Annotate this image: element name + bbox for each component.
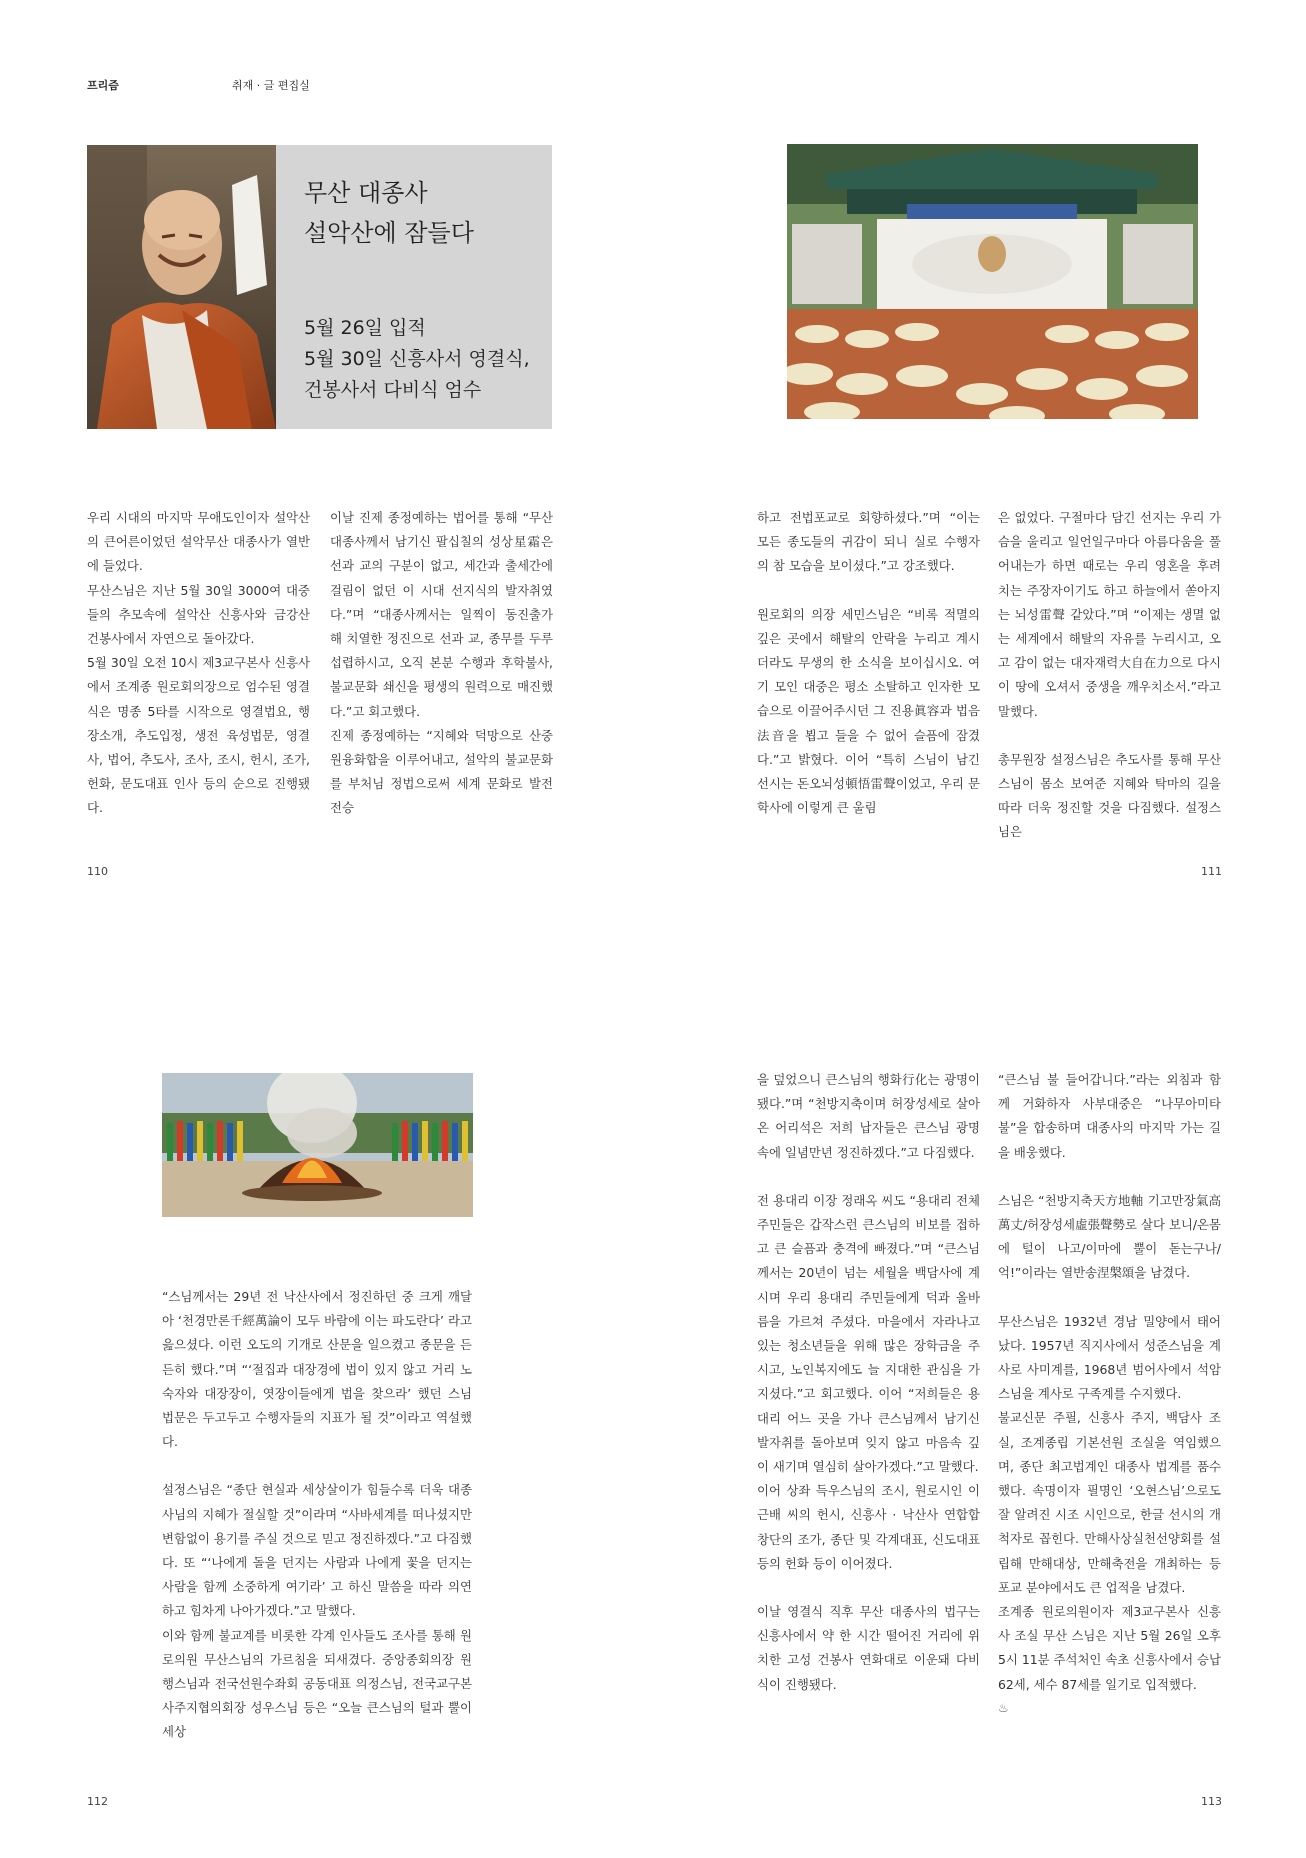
column-5 bbox=[162, 1285, 472, 1745]
title-box bbox=[276, 145, 552, 429]
page-number-111: 111 bbox=[1201, 865, 1222, 878]
paragraph: 이와 함께 불교계를 비롯한 각계 인사들도 조사를 통해 원로의원 무산스님의 가르침을 되새겼다. 중앙종회의장 원행스님과 전국선원수좌회 공동대표 의정스님, 전국교구본사주지협의회장 성우스님 등은 “오늘 큰스님의 털과 뿔이 세상 bbox=[162, 1627, 472, 1740]
paragraph: 조계종 원로의원이자 제3교구본사 신흥사 조실 무산 스님은 지난 5월 26일 오후 5시 11분 주석처인 속초 신흥사에서 승납 62세, 세수 87세를 일기로 입적했다. bbox=[998, 1604, 1221, 1692]
column-2 bbox=[330, 506, 553, 821]
article-title-line2: 설악산에 잠들다 bbox=[304, 219, 474, 247]
paragraph: 스님은 “천방지축天方地軸 기고만장氣高萬丈/허장성세虛張聲勢로 살다 보니/온몸에 털이 나고/이마에 뿔이 돋는구나/억!”이라는 열반송涅槃頌을 남겼다. bbox=[998, 1192, 1221, 1281]
column-3 bbox=[757, 506, 980, 820]
paragraph: 이날 영결식 직후 무산 대종사의 법구는 신흥사에서 약 한 시간 떨어진 거리에 위치한 고성 건봉사 연화대로 이운돼 다비식이 진행됐다. bbox=[757, 1604, 980, 1692]
monk-portrait-photo bbox=[87, 145, 276, 429]
article-title-line1: 무산 대종사 bbox=[304, 179, 428, 207]
paragraph: 원로회의 의장 세민스님은 “비록 적멸의 깊은 곳에서 해탈의 안락을 누리고 계시더라도 무생의 한 소식을 보이십시오. 여기 모인 대중은 평소 소탈하고 인자한 모습으로 이끌어주시던 그 진용眞容과 법음法音을 뵙고 들을 수 없어 슬픔에 잠겼다.”고 밝혔다. 이어 “특히 스님이 남긴 선시는 돈오뇌성頓悟雷聲이었고, 우리 문학사에 이렇게 큰 울림 bbox=[757, 606, 980, 816]
paragraph: 무산스님은 1932년 경남 밀양에서 태어났다. 1957년 직지사에서 성준스님을 계사로 사미계를, 1968년 범어사에서 석암스님을 계사로 구족계를 수지했다. bbox=[998, 1313, 1221, 1402]
paragraph: 이어 상좌 득우스님의 조시, 원로시인 이근배 씨의 헌시, 신흥사 · 낙산사 연합합창단의 조가, 종단 및 각계대표, 신도대표 등의 헌화 등이 이어졌다. bbox=[757, 1483, 980, 1571]
end-mark-icon: ♨ bbox=[998, 1700, 1009, 1715]
article-subtitle-line1: 5월 26일 입적 bbox=[304, 317, 426, 339]
paragraph: “스님께서는 29년 전 낙산사에서 정진하던 중 크게 깨달아 ‘천경만론千經萬論이 모두 바람에 이는 파도란다’ 라고 읊으셨다. 이런 오도의 기개로 산문을 일으켰고 종문을 든든히 했다.”며 “‘절집과 대장경에 법이 있지 않고 거리 노숙자와 대장장이, 엿장이들에게 법을 찾으라’ 했던 스님 법문은 두고두고 수행자들의 지표가 될 것”이라고 역설했다. bbox=[162, 1289, 472, 1450]
funeral-ceremony-photo bbox=[787, 144, 1198, 419]
paragraph: 5월 30일 오전 10시 제3교구본사 신흥사에서 조계종 원로회의장으로 엄수된 영결식은 명종 5타를 시작으로 영결법요, 행장소개, 추도입정, 생전 육성법문, 영결사, 법어, 추도사, 조사, 조시, 헌시, 조가, 헌화, 문도대표 인사 등의 순으로 진행됐다. bbox=[87, 655, 310, 816]
cremation-ceremony-photo bbox=[162, 1073, 473, 1217]
page-number-112: 112 bbox=[87, 1795, 108, 1808]
paragraph: 총무원장 설정스님은 추도사를 통해 무산스님이 몸소 보여준 지혜와 탁마의 길을 따라 더욱 정진할 것을 다짐했다. 설정스님은 bbox=[998, 751, 1221, 840]
column-7 bbox=[998, 1068, 1221, 1716]
article-subtitle-line2: 5월 30일 신흥사서 영결식, bbox=[304, 348, 530, 370]
credit-label: 취재 · 글 편집실 bbox=[232, 79, 310, 92]
column-6 bbox=[757, 1068, 980, 1697]
paragraph: 은 없었다. 구절마다 담긴 선지는 우리 가슴을 울리고 일언일구마다 아름다움을 풀어내는가 하면 때로는 우리 영혼을 후려치는 주장자이기도 하고 하늘에서 쏟아지는 뇌성雷聲 같았다.”며 “이제는 생멸 없는 세계에서 해탈의 자유를 누리시고, 오고 감이 없는 대자재력大自在力으로 다시 이 땅에 오셔서 중생을 깨우치소서.”라고 말했다. bbox=[998, 510, 1221, 719]
paragraph: 우리 시대의 마지막 무애도인이자 설악산의 큰어른이었던 설악무산 대종사가 열반에 들었다. bbox=[87, 510, 310, 574]
page-number-113: 113 bbox=[1201, 1795, 1222, 1808]
paragraph: 을 덮었으니 큰스님의 행화行化는 광명이 됐다.”며 “천방지축이며 허장성세로 살아온 어리석은 저희 납자들은 큰스님 광명 속에 일념만년 정진하겠다.”고 다짐했다. bbox=[757, 1072, 980, 1160]
section-label: 프리즘 bbox=[87, 79, 119, 92]
paragraph: 진제 종정예하는 “지혜와 덕망으로 산중원융화합을 이루어내고, 설악의 불교문화를 부처님 정법으로써 세계 문화로 발전 전승 bbox=[330, 727, 553, 816]
paragraph: 설정스님은 “종단 현실과 세상살이가 힘들수록 더욱 대종사님의 지혜가 절실할 것”이라며 “사바세계를 떠나셨지만 변함없이 용기를 주실 것으로 믿고 정진하겠다.”고 다짐했다. 또 “‘나에게 돌을 던지는 사람과 나에게 꽃을 던지는 사람을 함께 소중하게 여기라’ 고 하신 말씀을 따라 의연하고 힘차게 나아가겠다.”고 말했다. bbox=[162, 1482, 472, 1619]
paragraph: 전 용대리 이장 정래옥 씨도 “용대리 전체 주민들은 갑작스런 큰스님의 비보를 접하고 큰 슬픔과 충격에 빠졌다.”며 “큰스님께서는 20년이 넘는 세월을 백담사에 계시며 우리 용대리 주민들에게 덕과 올바름을 가르쳐 주셨다. 마을에서 자라나고 있는 청소년들을 위해 많은 장학금을 주시고, 노인복지에도 늘 지대한 관심을 가지셨다.”고 회고했다. 이어 “저희들은 용대리 어느 곳을 가나 큰스님께서 남기신 발자취를 돌아보며 잊지 않고 마음속 깊이 새기며 열심히 살아가겠다.”고 말했다. bbox=[757, 1192, 980, 1475]
paragraph: “큰스님 불 들어갑니다.”라는 외침과 함께 거화하자 사부대중은 “나무아미타불”을 합송하며 대종사의 마지막 가는 길을 배웅했다. bbox=[998, 1072, 1221, 1160]
paragraph: 하고 전법포교로 회향하셨다.”며 “이는 모든 종도들의 귀감이 되니 실로 수행자의 참 모습을 보이셨다.”고 강조했다. bbox=[757, 510, 980, 574]
page-number-110: 110 bbox=[87, 865, 108, 878]
column-4 bbox=[998, 506, 1221, 845]
paragraph: 불교신문 주필, 신흥사 주지, 백담사 조실, 조계종립 기본선원 조실을 역임했으며, 종단 최고법계인 대종사 법계를 품수했다. 속명이자 필명인 ‘오현스님’으로도 잘 알려진 시조 시인으로, 한글 선시의 개척자로 꼽힌다. 만해사상실천선양회를 설립해 만해대상, 만해축전을 개최하는 등 포교 분야에서도 큰 업적을 남겼다. bbox=[998, 1410, 1221, 1595]
paragraph: 무산스님은 지난 5월 30일 3000여 대중들의 추모속에 설악산 신흥사와 금강산 건봉사에서 자연으로 돌아갔다. bbox=[87, 582, 310, 647]
paragraph: 이날 진제 종정예하는 법어를 통해 “무산대종사께서 남기신 팔십칠의 성상星霜은 선과 교의 구분이 없고, 세간과 출세간에 걸림이 없던 이 시대 선지식의 발자취였다.”며 “대종사께서는 일찍이 동진출가 해 치열한 정진으로 선과 교, 종무를 두루 섭렵하시고, 오직 본분 수행과 후학불사, 불교문화 쇄신을 평생의 원력으로 매진했다.”고 회고했다. bbox=[330, 510, 553, 719]
column-1 bbox=[87, 506, 310, 821]
article-subtitle-line3: 건봉사서 다비식 엄수 bbox=[304, 379, 482, 401]
